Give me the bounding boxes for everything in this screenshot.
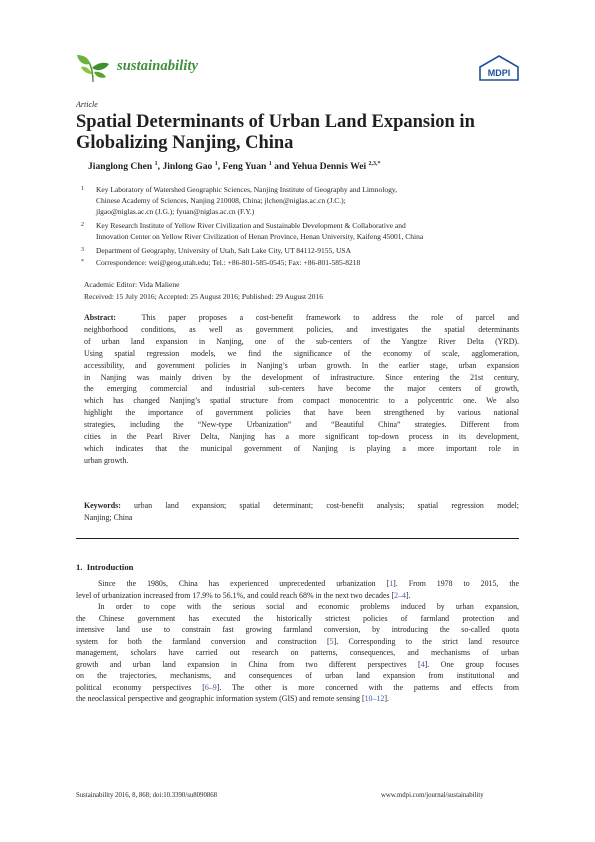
abstract-line: urban growth. xyxy=(84,455,129,465)
body-line: the neoclassical perspective and geographic information system (GIS) and remote sensing [10–12]. xyxy=(76,694,389,704)
citation-link[interactable]: 2–4 xyxy=(394,590,406,600)
author-name: Feng Yuan xyxy=(222,161,267,173)
citation-link[interactable]: 10–12 xyxy=(364,694,385,704)
author-affiliation-mark: 1 xyxy=(154,161,158,167)
abstract-line: highlight the importance of government policies that have been strengthened by various national xyxy=(84,408,519,418)
affiliation-line: Innovation Center on Yellow River Civilization of Henan Province, Henan University, Kaifeng 45001, China xyxy=(96,232,424,241)
keywords-label: Keywords: xyxy=(84,501,121,510)
affiliation-number: 3 xyxy=(81,247,84,253)
author-name: Jianglong Chen xyxy=(88,161,153,173)
citation-link[interactable]: 4 xyxy=(420,659,425,669)
abstract-line: the emerging commercial and industrial sub-centers have become the major centers of growth, xyxy=(84,384,519,394)
keywords-line-text: urban land expansion; spatial determinant; cost-benefit analysis; spatial regression model; xyxy=(134,501,519,510)
affiliation-line: Chinese Academy of Sciences, Nanjing 210008, China; jlchen@niglas.ac.cn (J.C.); xyxy=(96,196,346,205)
citation-link[interactable]: 6–9 xyxy=(204,682,217,692)
section-heading xyxy=(76,562,133,572)
body-line: system for both the farmland conversion and construction [5]. Corresponding to the strict land resource xyxy=(76,636,519,646)
affiliation-line: jlgao@niglas.ac.cn (J.G.); fyuan@niglas.ac.cn (F.Y.) xyxy=(96,207,255,216)
section-number: 1. xyxy=(76,562,83,572)
footer-citation: Sustainability 2016, 8, 868; doi:10.3390/su8090868 xyxy=(76,792,218,799)
author-name: Jinlong Gao xyxy=(162,161,213,173)
author-list: Jianglong Chen $^1$, Jinlong Gao $^1$, Feng Yuan $^1$ and Yehua Dennis Wei $^{2,3,*}$ xyxy=(88,161,381,173)
introduction-body xyxy=(76,578,519,705)
mdpi-logo-text: MDPI xyxy=(487,68,511,78)
keywords xyxy=(84,500,519,524)
section-divider xyxy=(76,538,519,539)
body-line: management, scholars have carried out research on patterns, consequences, and mechanisms of urban xyxy=(76,648,519,658)
abstract xyxy=(84,312,519,467)
abstract-line: cities in the Pearl River Delta, Nanjing has a more significant top-down process in its development, xyxy=(84,432,519,442)
body-line: on the trajectories, mechanisms, and consequences of urban land expansion from institutional and xyxy=(76,671,519,681)
abstract-line: strategies, including the “New-type Urbanization” and “Beautiful China” strategies. Different from xyxy=(84,420,519,430)
author-name: Yehua Dennis Wei xyxy=(291,161,367,173)
abstract-line xyxy=(84,312,519,324)
section-title: Introduction xyxy=(86,562,134,572)
affiliation-number: 1 xyxy=(81,186,84,192)
citation-link[interactable]: 5 xyxy=(329,636,334,646)
author-conjunction: and xyxy=(274,161,290,173)
author-affiliation-mark: 2,3,* xyxy=(368,161,381,167)
keywords-line xyxy=(84,500,519,512)
affiliation-line: Department of Geography, University of Utah, Salt Lake City, UT 84112-9155, USA xyxy=(96,246,352,255)
abstract-line: neighborhood conditions, as well as government policies, and investigates the spatial determinants xyxy=(84,324,519,334)
title-line: Globalizing Nanjing, China xyxy=(76,133,294,153)
body-line: intensive land use to constrain fast growing farmland conversion, by introducing the so-called quota xyxy=(76,625,519,635)
abstract-line: accessibility, and government policies in Nanjing’s urban growth. In the earlier stage, urban expansion xyxy=(84,360,519,370)
body-line: level of urbanization increased from 17.9% to 56.1%, and could reach 68% in the next two decades [2–4]. xyxy=(76,590,411,600)
abstract-line: of urban land expansion in Nanjing, one of the sub-centers of the Yangtze River Delta (YRD). xyxy=(84,336,519,346)
body-line: growth and urban land expansion in China from two different perspectives [4]. One group focuses xyxy=(76,659,519,669)
affiliation-line: Key Laboratory of Watershed Geographic Sciences, Nanjing Institute of Geography and Limnology, xyxy=(96,185,397,194)
mdpi-logo-icon xyxy=(478,55,520,81)
body-line: political economy perspectives [6–9]. The other is more concerned with the patterns and effects from xyxy=(76,682,519,692)
author-affiliation-mark: 1 xyxy=(214,161,218,167)
citation-link[interactable]: 1 xyxy=(389,579,394,588)
body-line: the Chinese government has executed the historically strictest policies of farmland protection and xyxy=(76,613,519,623)
author-affiliation-mark: 1 xyxy=(268,161,272,167)
keywords-line: Nanjing; China xyxy=(84,512,133,522)
abstract-label: Abstract: xyxy=(84,313,116,322)
body-line: Since the 1980s, China has experienced unprecedented urbanization [1]. From 1978 to 2015, the xyxy=(98,579,519,588)
body-line: In order to cope with the serious social and economic problems induced by urban expansion, xyxy=(98,602,519,612)
correspondence-line: Correspondence: wei@geog.utah.edu; Tel.: +86-801-585-0545; Fax: +86-801-585-8218 xyxy=(96,258,361,267)
abstract-line: Using spatial regression models, we find the significance of the economy of scale, agglomeration, xyxy=(84,348,519,358)
affiliation-line: Key Research Institute of Yellow River Civilization and Sustainable Development & Collaborative and xyxy=(96,221,406,230)
plant-leaves-icon xyxy=(76,52,110,84)
article-type: Article xyxy=(76,100,98,109)
publication-dates: Received: 15 July 2016; Accepted: 25 August 2016; Published: 29 August 2016 xyxy=(84,292,323,301)
academic-editor: Academic Editor: Vida Maliene xyxy=(84,280,180,289)
title-line: Spatial Determinants of Urban Land Expansion in xyxy=(76,112,475,132)
abstract-line-text: This paper proposes a cost-benefit framework to address the role of parcel and xyxy=(141,313,519,322)
journal-name: sustainability xyxy=(117,58,199,74)
abstract-line: which has changed Nanjing’s spatial structure from compact monocentric to a polycentric one. We also xyxy=(84,396,519,406)
article-title xyxy=(76,112,526,154)
affiliation-number: 2 xyxy=(81,222,84,228)
footer-url[interactable]: www.mdpi.com/journal/sustainability xyxy=(381,792,484,799)
affiliation-number: * xyxy=(81,259,84,265)
abstract-line: which indicates that the municipal government of Nanjing is playing a more important role in xyxy=(84,443,519,453)
abstract-line: in Nanjing was mainly driven by the development of infrastructure. Since entering the 21st century, xyxy=(84,372,519,382)
